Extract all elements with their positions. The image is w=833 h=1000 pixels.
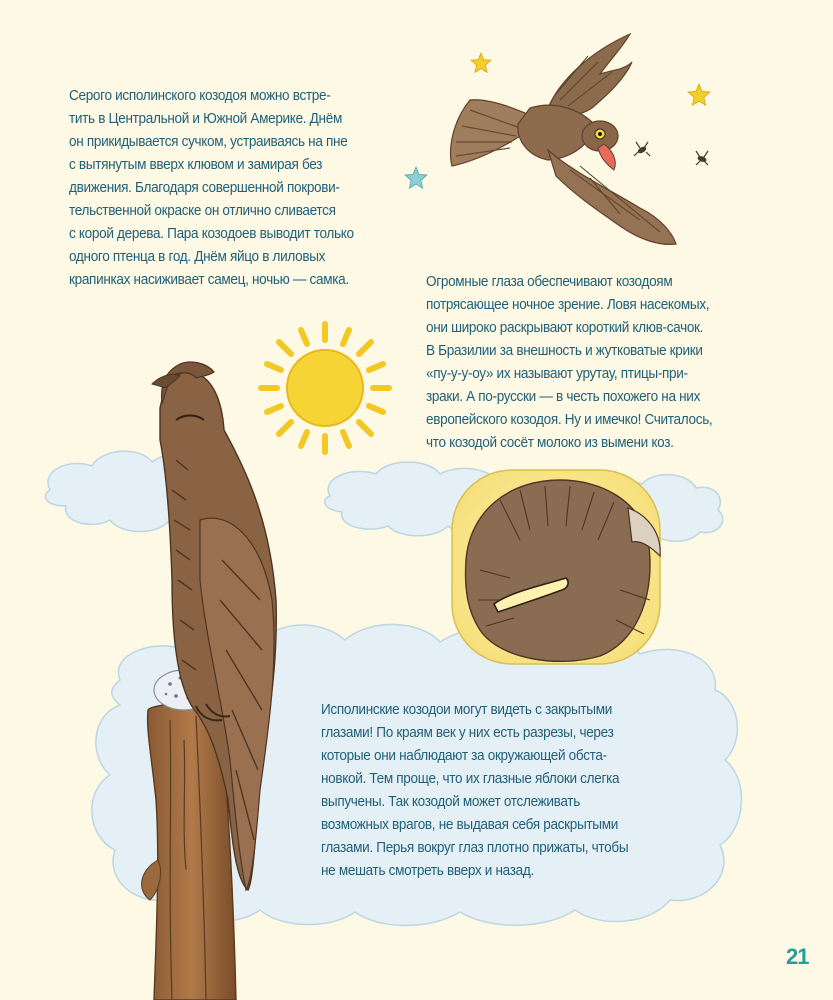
- text-line: что козодой сосёт молоко из вымени коз.: [426, 435, 674, 451]
- text-line: зраки. А по-русски — в честь похожего на них: [426, 389, 701, 405]
- text-line: не мешать смотреть вверх и назад.: [321, 863, 534, 879]
- insect-icon: [634, 142, 708, 165]
- page-number: 21: [786, 944, 809, 969]
- text-line: которые они наблюдают за окружающей обста-: [321, 748, 607, 764]
- star-icon: [688, 84, 710, 105]
- text-line: выпучены. Так козодой может отслеживать: [321, 794, 580, 810]
- text-line: они широко раскрывают короткий клюв-сачок.: [426, 320, 704, 336]
- text-line: Серого исполинского козодоя можно встре-: [69, 88, 331, 104]
- text-line: одного птенца в год. Днём яйцо в лиловых: [69, 249, 326, 265]
- star-icon: [471, 53, 491, 72]
- text-line: тить в Центральной и Южной Америке. Днём: [69, 111, 342, 127]
- text-line: крапинках насиживает самец, ночью — самка.: [69, 272, 349, 288]
- star-icon: [405, 167, 427, 188]
- text-line: В Бразилии за внешность и жутковатые крики: [426, 343, 703, 359]
- sun-icon: [261, 324, 389, 452]
- text-line: возможных врагов, не выдавая себя раскрытыми: [321, 817, 618, 833]
- text-line: потрясающее ночное зрение. Ловя насекомых,: [426, 297, 710, 313]
- eyes-paragraph: [426, 271, 712, 455]
- text-line: с корой дерева. Пара козодоев выводит только: [69, 226, 354, 242]
- text-line: «пу-у-у-оу» их называют урутау, птицы-при-: [426, 366, 688, 382]
- intro-paragraph: [69, 85, 354, 292]
- text-line: тельственной окраске он отлично сливается: [69, 203, 336, 219]
- text-line: новкой. Тем проще, что их глазные яблоки слегка: [321, 771, 620, 787]
- text-line: европейского козодоя. Ну и имечко! Считалось,: [426, 412, 713, 428]
- text-line: глазами. Перья вокруг глаз плотно прижаты, чтобы: [321, 840, 629, 856]
- text-line: глазами! По краям век у них есть разрезы, через: [321, 725, 614, 741]
- text-line: Огромные глаза обеспечивают козодоям: [426, 274, 673, 290]
- text-line: с вытянутым вверх клювом и замирая без: [69, 157, 323, 173]
- text-line: движения. Благодаря совершенной покрови-: [69, 180, 340, 196]
- closed-eyes-paragraph: [321, 699, 628, 883]
- closed-eye-closeup: [452, 470, 660, 664]
- text-line: он прикидывается сучком, устраиваясь на пне: [69, 134, 348, 150]
- text-line: Исполинские козодои могут видеть с закрытыми: [321, 702, 612, 718]
